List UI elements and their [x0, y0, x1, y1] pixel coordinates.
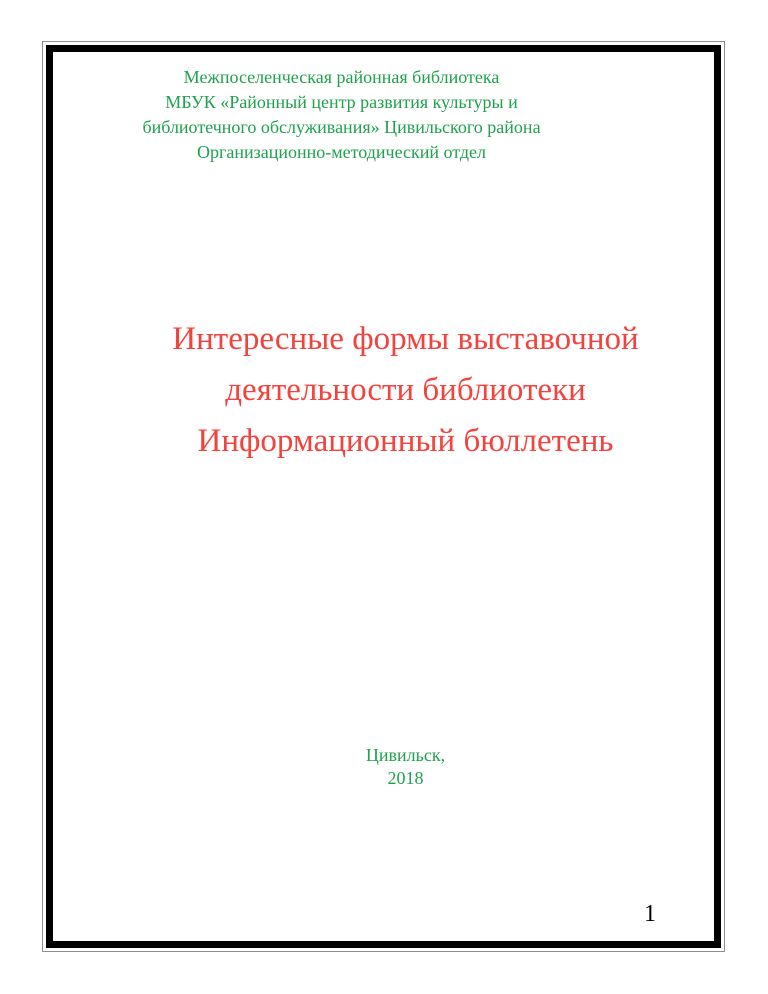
document-title — [97, 314, 714, 467]
org-header-line-1: Межпоселенческая районная библиотека — [183, 67, 500, 87]
org-header-line-4: Организационно-методический отдел — [196, 142, 487, 162]
document-title-line-1: Интересные формы выставочной — [172, 321, 639, 357]
page-border-inner — [46, 45, 721, 948]
imprint — [97, 744, 714, 790]
org-header-line-2: МБУК «Районный центр развития культуры и — [165, 92, 518, 112]
imprint-year: 2018 — [387, 768, 424, 788]
org-header-line-3: библиотечного обслуживания» Цивильского района — [142, 117, 541, 137]
page-number: 1 — [644, 901, 656, 927]
page-border-outer — [42, 41, 725, 952]
imprint-city: Цивильск, — [365, 745, 446, 765]
organization-header — [53, 65, 630, 165]
document-title-line-2: деятельности библиотеки — [225, 372, 586, 408]
document-title-line-3: Информационный бюллетень — [197, 423, 614, 459]
